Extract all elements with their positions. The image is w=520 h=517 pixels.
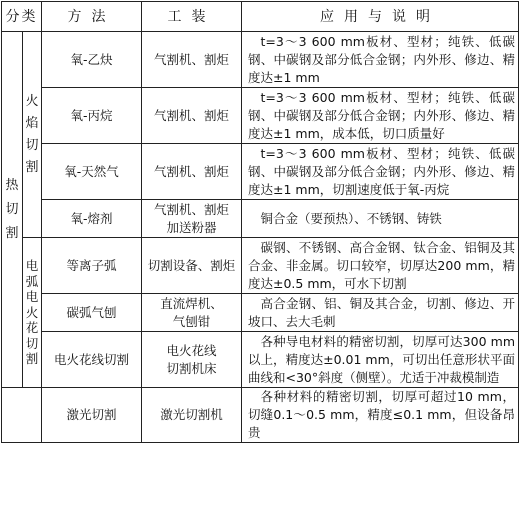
table-row: [2, 388, 519, 443]
tool-cell: 气割机、割炬 加送粉器: [142, 200, 242, 238]
method-cell: 氧-丙烷: [42, 88, 142, 144]
usage-cell: t=3～3 600 mm板材、型材；纯铁、低碳钢、中碳钢及部分低合金钢；内外形、修边、精度达±1 mm，成本低，切口质量好: [242, 88, 519, 144]
table-row: [2, 332, 519, 388]
method-cell: 等离子弧: [42, 238, 142, 294]
usage-cell: 高合金钢、铝、铜及其合金，切割、修边、开坡口、去大毛刺: [242, 294, 519, 332]
tool-cell: 直流焊机、 气刨钳: [142, 294, 242, 332]
table-row: [2, 294, 519, 332]
usage-cell: t=3～3 600 mm板材、型材；纯铁、低碳钢、中碳钢及部分低合金钢；内外形、修边、精度达±1 mm: [242, 32, 519, 88]
method-cell: 氧-天然气: [42, 144, 142, 200]
method-cell: 碳弧气刨: [42, 294, 142, 332]
method-cell: 氧-乙炔: [42, 32, 142, 88]
cutting-methods-table: [1, 1, 519, 443]
header-tool: 工装: [142, 2, 242, 32]
category-empty-cell: [2, 388, 42, 443]
usage-cell: 各种导电材料的精密切割，切厚可达300 mm以上，精度达±0.01 mm，可切出任意形状平面曲线和<30°斜度（侧壁）。尤适于冲裁模制造: [242, 332, 519, 388]
category-electric-cutting: 电 弧 电 火 花 切 割: [23, 238, 42, 388]
header-category: 分类: [2, 2, 42, 32]
header-method: 方法: [42, 2, 142, 32]
table-row: [2, 88, 519, 144]
table-row: [2, 238, 519, 294]
method-cell: 激光切割: [42, 388, 142, 443]
tool-cell: 气割机、割炬: [142, 144, 242, 200]
tool-cell: 气割机、割炬: [142, 32, 242, 88]
usage-cell: 碳钢、不锈钢、高合金钢、钛合金、铝铜及其合金、非金属。切口较窄，切厚达200 mm，精度达±0.5 mm，可水下切割: [242, 238, 519, 294]
tool-cell: 激光切割机: [142, 388, 242, 443]
tool-cell: 切割设备、割炬: [142, 238, 242, 294]
table-row: [2, 32, 519, 88]
category-thermal-cutting: 热 切 割: [2, 32, 23, 388]
header-usage: 应用与说明: [242, 2, 519, 32]
header-row: [2, 2, 519, 32]
method-cell: 电火花线切割: [42, 332, 142, 388]
tool-cell: 气割机、割炬: [142, 88, 242, 144]
usage-cell: 各种材料的精密切割，切厚可超过10 mm，切缝0.1～0.5 mm，精度≤0.1 mm，但设备昂贵: [242, 388, 519, 443]
method-cell: 氧-熔剂: [42, 200, 142, 238]
usage-cell: 铜合金（要预热）、不锈钢、铸铁: [242, 200, 519, 238]
category-flame-cutting: 火 焰 切 割: [23, 32, 42, 238]
table-row: [2, 144, 519, 200]
tool-cell: 电火花线 切割机床: [142, 332, 242, 388]
table-row: [2, 200, 519, 238]
usage-cell: t=3～3 600 mm板材、型材；纯铁、低碳钢、中碳钢及部分低合金钢；内外形、修边、精度达±1 mm，切割速度低于氧-丙烷: [242, 144, 519, 200]
